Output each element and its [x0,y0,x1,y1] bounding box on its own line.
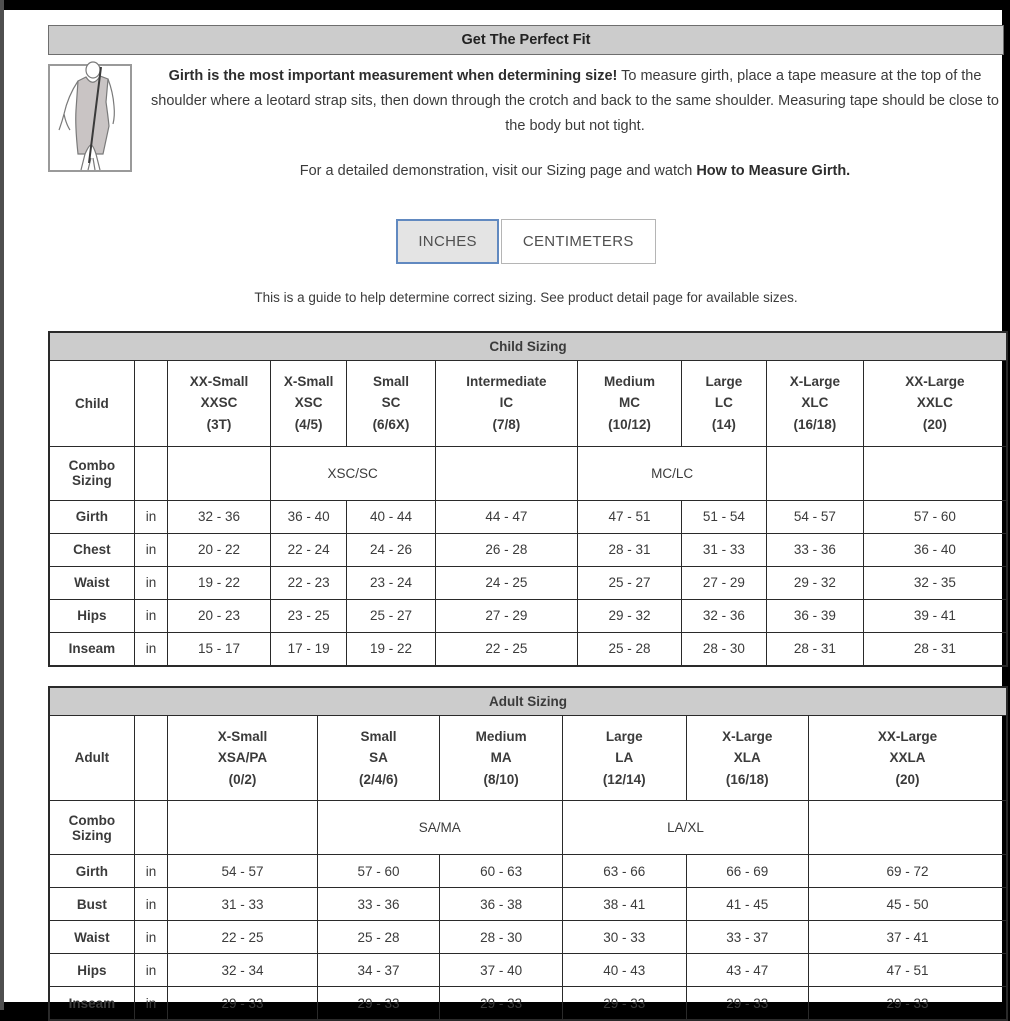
range-cell: 27 - 29 [435,599,578,632]
size-column-header [317,715,440,801]
unit-cell: in [134,500,168,533]
range-cell: 28 - 30 [681,632,766,666]
unit-header-cell [134,715,168,801]
size-code: LA [615,750,634,766]
leotard-illustration [48,64,132,172]
range-cell: 29 - 33 [809,987,1007,1021]
range-cell: 24 - 26 [347,533,435,566]
range-cell: 44 - 47 [435,500,578,533]
combo-cell: XSC/SC [270,446,435,500]
measurement-row [49,566,1007,599]
range-cell: 38 - 41 [562,888,686,921]
size-name: Small [372,373,409,389]
range-cell: 28 - 31 [578,533,681,566]
range-cell: 29 - 32 [578,599,681,632]
range-cell: 25 - 27 [578,566,681,599]
child-sizing-table [48,331,1008,667]
range-cell: 41 - 45 [686,888,809,921]
range-cell: 43 - 47 [686,954,809,987]
page-title: Get The Perfect Fit [48,25,1004,55]
measurement-label: Inseam [49,632,134,666]
range-cell: 29 - 33 [440,987,563,1021]
table-title-row [49,687,1007,716]
unit-cell: in [134,987,168,1021]
girth-instructions [140,64,1010,139]
range-cell: 34 - 37 [317,954,440,987]
size-range: (7/8) [492,417,521,432]
inches-button[interactable]: INCHES [396,219,498,264]
range-cell: 32 - 36 [681,599,766,632]
unit-cell [134,801,168,855]
range-cell: 60 - 63 [440,855,563,888]
range-cell: 54 - 57 [766,500,863,533]
measurement-row [49,888,1007,921]
size-range: (2/4/6) [358,771,399,787]
size-column-header [681,360,766,446]
size-range: (16/18) [725,771,769,787]
unit-header-cell [134,360,168,446]
size-column-header [168,360,271,446]
size-header-row [49,715,1007,801]
range-cell: 30 - 33 [562,921,686,954]
size-name: Small [360,728,397,744]
measurement-label: Girth [49,500,134,533]
size-range: (20) [895,771,920,787]
range-cell: 29 - 33 [317,987,440,1021]
range-cell: 69 - 72 [809,855,1007,888]
size-code: XLA [733,750,761,766]
combo-cell: LA/XL [562,801,808,855]
size-column-header [347,360,435,446]
range-cell: 25 - 27 [347,599,435,632]
range-cell: 29 - 33 [686,987,809,1021]
measurement-row [49,855,1007,888]
range-cell: 29 - 32 [766,566,863,599]
range-cell: 28 - 31 [863,632,1007,666]
combo-cell [766,446,863,500]
unit-cell [134,446,168,500]
size-range: (8/10) [483,771,519,787]
size-column-header [766,360,863,446]
range-cell: 23 - 24 [347,566,435,599]
unit-cell: in [134,888,168,921]
range-cell: 24 - 25 [435,566,578,599]
size-code: XSA/PA [217,750,268,766]
range-cell: 37 - 41 [809,921,1007,954]
combo-label: Combo Sizing [49,446,134,500]
range-cell: 31 - 33 [681,533,766,566]
combo-cell: SA/MA [317,801,562,855]
range-cell: 20 - 23 [168,599,271,632]
range-cell: 36 - 39 [766,599,863,632]
range-cell: 32 - 35 [863,566,1007,599]
range-cell: 22 - 23 [270,566,347,599]
measurement-label: Hips [49,599,134,632]
range-cell: 23 - 25 [270,599,347,632]
unit-cell: in [134,566,168,599]
range-cell: 33 - 36 [766,533,863,566]
size-column-header [809,715,1007,801]
range-cell: 36 - 38 [440,888,563,921]
unit-cell: in [134,599,168,632]
measurement-label: Chest [49,533,134,566]
size-column-header [435,360,578,446]
measurement-row [49,921,1007,954]
size-column-header [440,715,563,801]
measurement-label: Hips [49,954,134,987]
unit-cell: in [134,954,168,987]
range-cell: 45 - 50 [809,888,1007,921]
size-name: Medium [603,373,655,389]
size-code: XXSC [200,395,238,411]
size-column-header [168,715,317,801]
size-name: XX-Large [905,373,965,389]
table-title-row [49,332,1007,361]
range-cell: 28 - 30 [440,921,563,954]
size-code: MA [490,750,512,766]
range-cell: 33 - 36 [317,888,440,921]
adult-sizing-table [48,686,1008,1021]
unit-toggle [48,219,1004,264]
size-column-header [863,360,1007,446]
combo-cell [168,801,317,855]
size-range: (20) [922,417,947,432]
content-area [4,10,1002,1021]
demo-bold-text: How to Measure Girth. [696,162,851,179]
page [4,10,1002,1011]
range-cell: 22 - 24 [270,533,347,566]
size-name: X-Small [217,728,268,744]
size-range: (10/12) [608,417,651,432]
range-cell: 19 - 22 [168,566,271,599]
measurement-row [49,954,1007,987]
size-range: (4/5) [294,417,323,432]
range-cell: 39 - 41 [863,599,1007,632]
unit-cell: in [134,855,168,888]
sizing-guide-note: This is a guide to help determine correct sizing. See product detail page for available sizes. [254,289,798,305]
combo-cell [168,446,271,500]
size-range: (0/2) [228,771,257,787]
range-cell: 25 - 28 [317,921,440,954]
demo-line [140,163,1010,179]
range-cell: 37 - 40 [440,954,563,987]
table-title: Adult Sizing [49,687,1007,716]
range-cell: 26 - 28 [435,533,578,566]
size-column-header [686,715,809,801]
measurement-label: Girth [49,855,134,888]
size-name: XX-Large [877,728,938,744]
size-name: X-Small [283,373,334,389]
measurement-row [49,533,1007,566]
range-cell: 57 - 60 [863,500,1007,533]
unit-cell: in [134,533,168,566]
size-range: (6/6X) [372,417,410,432]
size-range: (3T) [206,417,232,432]
size-code: IC [499,395,514,411]
group-label: Child [49,360,134,446]
size-column-header [270,360,347,446]
size-code: XXLA [889,750,926,766]
combo-sizing-row [49,801,1007,855]
size-code: XXLC [916,395,953,411]
size-column-header [562,715,686,801]
measurement-row [49,599,1007,632]
range-cell: 33 - 37 [686,921,809,954]
range-cell: 40 - 43 [562,954,686,987]
range-cell: 29 - 33 [562,987,686,1021]
unit-cell: in [134,921,168,954]
girth-instructions-body: To measure girth, place a tape measure at the top of the shoulder where a leotard strap sits, then down through the crotch and back to the same shoulder. Measuring tape should be close to the body but not tight. [151,68,999,134]
combo-sizing-row [49,446,1007,500]
combo-cell [435,446,578,500]
size-name: XX-Small [189,373,249,389]
range-cell: 17 - 19 [270,632,347,666]
measurement-row [49,500,1007,533]
measurement-row [49,987,1007,1021]
measurement-label: Waist [49,921,134,954]
range-cell: 31 - 33 [168,888,317,921]
size-code: LC [714,395,733,411]
demo-text: For a detailed demonstration, visit our Sizing page and watch [299,162,697,179]
combo-cell [863,446,1007,500]
range-cell: 40 - 44 [347,500,435,533]
range-cell: 27 - 29 [681,566,766,599]
size-name: Intermediate [466,373,547,389]
size-header-row [49,360,1007,446]
size-code: XSC [294,395,323,411]
size-range: (14) [711,417,736,432]
size-code: SA [369,750,388,766]
range-cell: 36 - 40 [863,533,1007,566]
table-title: Child Sizing [49,332,1007,361]
size-name: Large [705,373,743,389]
range-cell: 32 - 36 [168,500,271,533]
range-cell: 47 - 51 [578,500,681,533]
range-cell: 63 - 66 [562,855,686,888]
range-cell: 22 - 25 [168,921,317,954]
range-cell: 54 - 57 [168,855,317,888]
combo-label: Combo Sizing [49,801,134,855]
measurement-label: Bust [49,888,134,921]
intro-text-column [140,64,1010,179]
measurement-label: Waist [49,566,134,599]
measurement-row [49,632,1007,666]
range-cell: 15 - 17 [168,632,271,666]
size-range: (12/14) [602,771,646,787]
size-name: X-Large [722,728,773,744]
size-code: XLC [801,395,829,411]
range-cell: 36 - 40 [270,500,347,533]
size-name: Large [605,728,643,744]
range-cell: 25 - 28 [578,632,681,666]
measurement-label: Inseam [49,987,134,1021]
combo-cell [809,801,1007,855]
range-cell: 22 - 25 [435,632,578,666]
range-cell: 20 - 22 [168,533,271,566]
centimeters-button[interactable]: CENTIMETERS [501,219,656,264]
size-code: MC [618,395,640,411]
range-cell: 29 - 33 [168,987,317,1021]
combo-cell: MC/LC [578,446,767,500]
range-cell: 57 - 60 [317,855,440,888]
girth-instructions-bold: Girth is the most important measurement when determining size! [168,68,618,84]
range-cell: 47 - 51 [809,954,1007,987]
size-column-header [578,360,681,446]
range-cell: 66 - 69 [686,855,809,888]
unit-cell: in [134,632,168,666]
size-name: X-Large [789,373,840,389]
size-name: Medium [475,728,527,744]
range-cell: 28 - 31 [766,632,863,666]
size-code: SC [381,395,401,411]
girth-measure-diagram [50,66,130,170]
range-cell: 19 - 22 [347,632,435,666]
range-cell: 32 - 34 [168,954,317,987]
intro-section [48,64,1010,179]
range-cell: 51 - 54 [681,500,766,533]
group-label: Adult [49,715,134,801]
size-range: (16/18) [793,417,837,432]
